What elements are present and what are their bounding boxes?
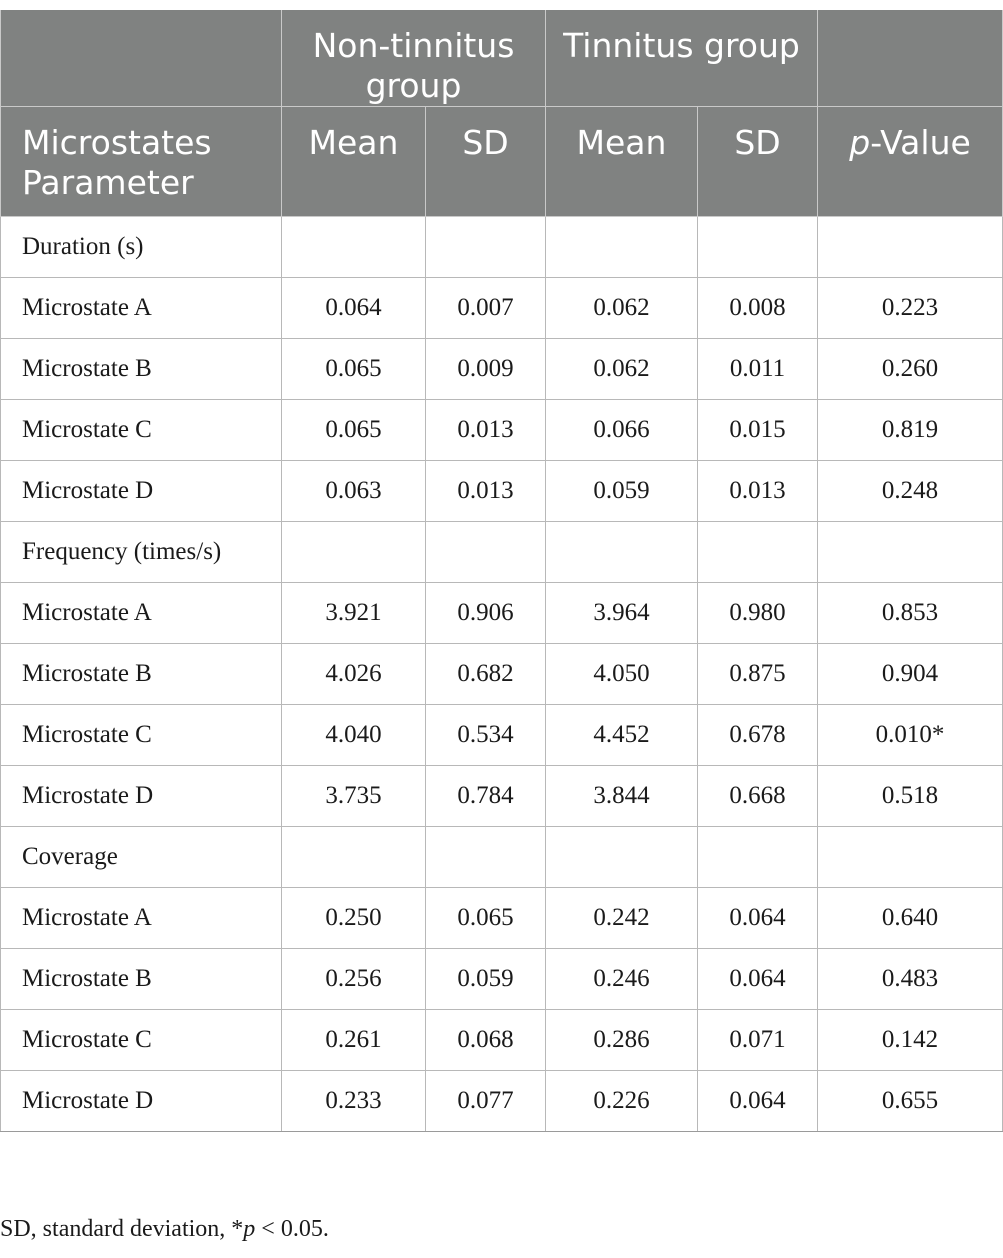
cell-p-value bbox=[818, 522, 1003, 583]
cell-non-tinnitus-mean: 0.250 bbox=[282, 888, 426, 949]
cell-non-tinnitus-sd: 0.906 bbox=[426, 583, 546, 644]
header-microstates-parameter: Microstates Parameter bbox=[1, 107, 282, 217]
cell-p-value: 0.640 bbox=[818, 888, 1003, 949]
header-tinnitus-group: Tinnitus group bbox=[546, 10, 818, 107]
header-tinnitus-sd: SD bbox=[698, 107, 818, 217]
footnote-prefix: SD, standard deviation, * bbox=[0, 1216, 244, 1242]
cell-non-tinnitus-sd: 0.068 bbox=[426, 1010, 546, 1071]
cell-non-tinnitus-mean: 0.233 bbox=[282, 1071, 426, 1132]
table-row bbox=[1, 1071, 1003, 1132]
cell-tinnitus-sd: 0.064 bbox=[698, 888, 818, 949]
cell-tinnitus-sd: 0.064 bbox=[698, 949, 818, 1010]
cell-tinnitus-mean: 0.059 bbox=[546, 461, 698, 522]
cell-tinnitus-mean: 3.964 bbox=[546, 583, 698, 644]
cell-p-value: 0.010* bbox=[818, 705, 1003, 766]
cell-p-value: 0.853 bbox=[818, 583, 1003, 644]
row-label: Microstate D bbox=[1, 1071, 282, 1132]
cell-p-value: 0.260 bbox=[818, 339, 1003, 400]
table-footnote bbox=[0, 1214, 329, 1244]
header-tinnitus-mean: Mean bbox=[546, 107, 698, 217]
cell-non-tinnitus-mean bbox=[282, 827, 426, 888]
cell-non-tinnitus-sd: 0.682 bbox=[426, 644, 546, 705]
cell-tinnitus-sd: 0.678 bbox=[698, 705, 818, 766]
cell-tinnitus-sd: 0.071 bbox=[698, 1010, 818, 1071]
results-table bbox=[0, 10, 1003, 1132]
cell-non-tinnitus-sd: 0.013 bbox=[426, 461, 546, 522]
table-body bbox=[1, 217, 1003, 1132]
table-row bbox=[1, 705, 1003, 766]
section-row bbox=[1, 522, 1003, 583]
table-row bbox=[1, 400, 1003, 461]
row-label: Microstate B bbox=[1, 339, 282, 400]
cell-non-tinnitus-sd: 0.784 bbox=[426, 766, 546, 827]
header-empty-cell bbox=[1, 10, 282, 107]
cell-p-value bbox=[818, 827, 1003, 888]
row-label: Microstate D bbox=[1, 461, 282, 522]
cell-tinnitus-sd bbox=[698, 217, 818, 278]
section-label: Frequency (times/s) bbox=[1, 522, 282, 583]
cell-non-tinnitus-mean bbox=[282, 217, 426, 278]
table-row bbox=[1, 339, 1003, 400]
cell-p-value: 0.655 bbox=[818, 1071, 1003, 1132]
table-row bbox=[1, 888, 1003, 949]
cell-non-tinnitus-mean: 3.735 bbox=[282, 766, 426, 827]
table-row bbox=[1, 644, 1003, 705]
cell-tinnitus-sd: 0.668 bbox=[698, 766, 818, 827]
cell-tinnitus-sd: 0.875 bbox=[698, 644, 818, 705]
row-label: Microstate B bbox=[1, 949, 282, 1010]
cell-non-tinnitus-mean: 0.256 bbox=[282, 949, 426, 1010]
cell-tinnitus-sd: 0.064 bbox=[698, 1071, 818, 1132]
cell-non-tinnitus-mean: 4.040 bbox=[282, 705, 426, 766]
cell-tinnitus-sd: 0.015 bbox=[698, 400, 818, 461]
cell-non-tinnitus-sd: 0.077 bbox=[426, 1071, 546, 1132]
cell-p-value: 0.142 bbox=[818, 1010, 1003, 1071]
cell-p-value: 0.248 bbox=[818, 461, 1003, 522]
section-label: Duration (s) bbox=[1, 217, 282, 278]
row-label: Microstate C bbox=[1, 400, 282, 461]
cell-non-tinnitus-sd: 0.009 bbox=[426, 339, 546, 400]
table-row bbox=[1, 583, 1003, 644]
row-label: Microstate B bbox=[1, 644, 282, 705]
cell-tinnitus-sd: 0.980 bbox=[698, 583, 818, 644]
footnote-suffix: < 0.05. bbox=[255, 1216, 329, 1242]
cell-non-tinnitus-sd bbox=[426, 522, 546, 583]
cell-p-value: 0.483 bbox=[818, 949, 1003, 1010]
cell-tinnitus-sd bbox=[698, 522, 818, 583]
cell-non-tinnitus-sd: 0.013 bbox=[426, 400, 546, 461]
cell-non-tinnitus-mean: 0.063 bbox=[282, 461, 426, 522]
table-header bbox=[1, 10, 1003, 217]
cell-p-value: 0.904 bbox=[818, 644, 1003, 705]
cell-tinnitus-mean: 0.242 bbox=[546, 888, 698, 949]
header-non-tinnitus-mean: Mean bbox=[282, 107, 426, 217]
cell-tinnitus-mean: 0.062 bbox=[546, 278, 698, 339]
header-row-columns bbox=[1, 107, 1003, 217]
cell-tinnitus-sd: 0.011 bbox=[698, 339, 818, 400]
cell-non-tinnitus-mean bbox=[282, 522, 426, 583]
cell-non-tinnitus-mean: 0.064 bbox=[282, 278, 426, 339]
cell-non-tinnitus-sd: 0.534 bbox=[426, 705, 546, 766]
cell-p-value: 0.223 bbox=[818, 278, 1003, 339]
cell-non-tinnitus-mean: 0.065 bbox=[282, 339, 426, 400]
cell-non-tinnitus-sd bbox=[426, 827, 546, 888]
header-non-tinnitus-group: Non-tinnitus group bbox=[282, 10, 546, 107]
table-row bbox=[1, 949, 1003, 1010]
table-row bbox=[1, 766, 1003, 827]
cell-tinnitus-mean bbox=[546, 217, 698, 278]
table-row bbox=[1, 278, 1003, 339]
cell-p-value: 0.819 bbox=[818, 400, 1003, 461]
cell-non-tinnitus-sd: 0.059 bbox=[426, 949, 546, 1010]
footnote-p-italic: p bbox=[243, 1216, 256, 1242]
cell-non-tinnitus-mean: 0.261 bbox=[282, 1010, 426, 1071]
cell-tinnitus-mean bbox=[546, 522, 698, 583]
row-label: Microstate A bbox=[1, 278, 282, 339]
cell-p-value: 0.518 bbox=[818, 766, 1003, 827]
cell-tinnitus-mean: 0.226 bbox=[546, 1071, 698, 1132]
header-p-value bbox=[818, 107, 1003, 217]
cell-tinnitus-sd: 0.013 bbox=[698, 461, 818, 522]
cell-non-tinnitus-mean: 0.065 bbox=[282, 400, 426, 461]
cell-tinnitus-mean: 4.050 bbox=[546, 644, 698, 705]
header-p-rest: -Value bbox=[870, 123, 971, 162]
cell-non-tinnitus-mean: 3.921 bbox=[282, 583, 426, 644]
header-row-groups bbox=[1, 10, 1003, 107]
row-label: Microstate A bbox=[1, 583, 282, 644]
cell-tinnitus-mean bbox=[546, 827, 698, 888]
cell-tinnitus-mean: 4.452 bbox=[546, 705, 698, 766]
cell-tinnitus-mean: 0.286 bbox=[546, 1010, 698, 1071]
cell-non-tinnitus-mean: 4.026 bbox=[282, 644, 426, 705]
section-label: Coverage bbox=[1, 827, 282, 888]
cell-non-tinnitus-sd bbox=[426, 217, 546, 278]
header-non-tinnitus-sd: SD bbox=[426, 107, 546, 217]
table-row bbox=[1, 1010, 1003, 1071]
row-label: Microstate C bbox=[1, 705, 282, 766]
cell-tinnitus-sd: 0.008 bbox=[698, 278, 818, 339]
table-row bbox=[1, 461, 1003, 522]
cell-tinnitus-mean: 0.066 bbox=[546, 400, 698, 461]
section-row bbox=[1, 217, 1003, 278]
cell-tinnitus-mean: 0.246 bbox=[546, 949, 698, 1010]
header-empty-cell-right bbox=[818, 10, 1003, 107]
cell-tinnitus-mean: 3.844 bbox=[546, 766, 698, 827]
cell-non-tinnitus-sd: 0.065 bbox=[426, 888, 546, 949]
row-label: Microstate A bbox=[1, 888, 282, 949]
cell-tinnitus-sd bbox=[698, 827, 818, 888]
header-p-italic: p bbox=[849, 123, 871, 162]
cell-p-value bbox=[818, 217, 1003, 278]
section-row bbox=[1, 827, 1003, 888]
row-label: Microstate D bbox=[1, 766, 282, 827]
cell-tinnitus-mean: 0.062 bbox=[546, 339, 698, 400]
row-label: Microstate C bbox=[1, 1010, 282, 1071]
cell-non-tinnitus-sd: 0.007 bbox=[426, 278, 546, 339]
